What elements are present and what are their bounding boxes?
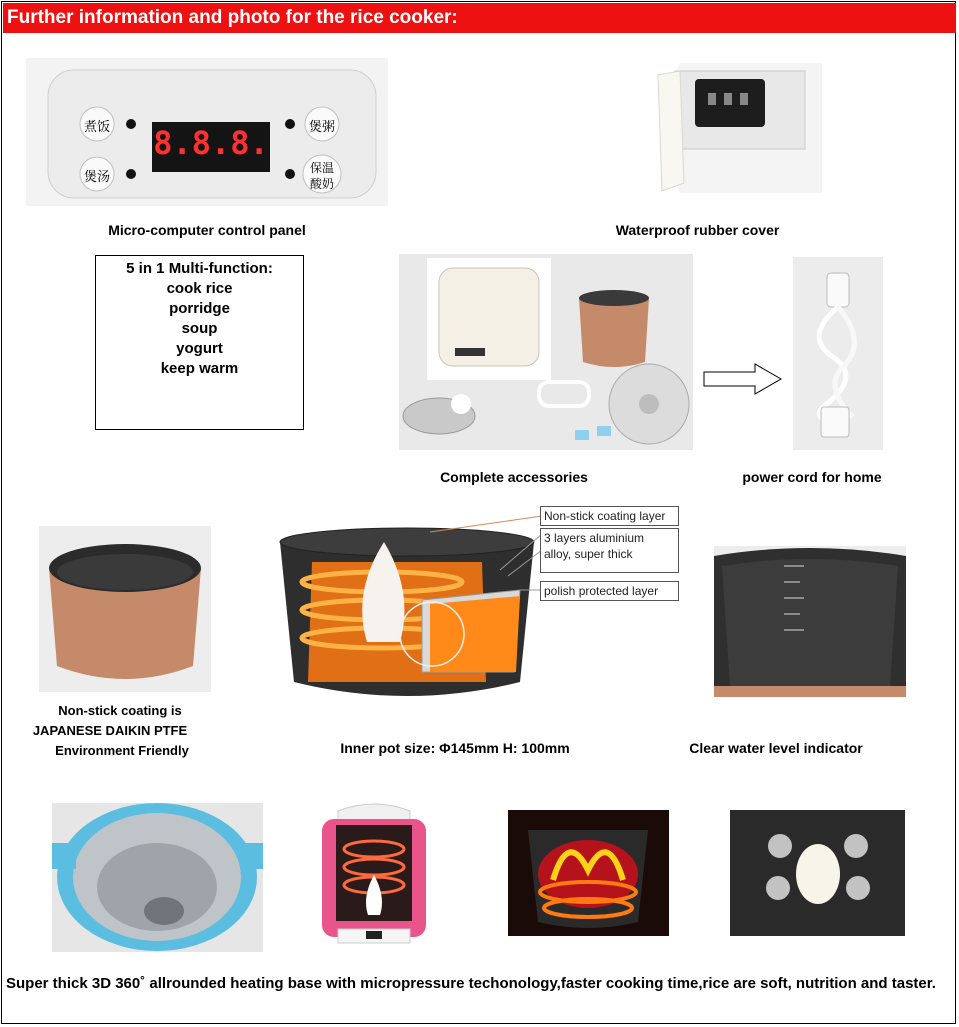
- power-cord-caption: power cord for home: [742, 469, 882, 485]
- warm-button-label-top[interactable]: 保温: [309, 161, 334, 175]
- page-banner: Further information and photo for the rice cooker:: [3, 3, 956, 33]
- function-item: cook rice: [166, 280, 233, 297]
- layer-label-non-stick: Non-stick coating layer: [540, 506, 679, 526]
- cook-rice-button-label[interactable]: 煮饭: [83, 120, 110, 135]
- rubber-cover-graphic: [580, 63, 822, 193]
- soup-button-label[interactable]: 煲汤: [83, 170, 110, 185]
- accessories-caption: Complete accessories: [440, 469, 588, 485]
- pot-size-caption: Inner pot size: Φ145mm H: 100mm: [340, 740, 570, 756]
- non-stick-pot-graphic: [39, 526, 211, 692]
- callout-lines: [430, 510, 545, 602]
- function-item: soup: [181, 320, 218, 337]
- display-digits: 8.8.8.: [153, 124, 269, 162]
- cooker-heating-photo: [318, 797, 430, 952]
- power-cord-graphic: [793, 257, 883, 450]
- water-level-caption: Clear water level indicator: [689, 740, 863, 756]
- rice-grain-graphic: [730, 810, 905, 936]
- accessories-photo: [399, 254, 693, 450]
- multi-function-box: [95, 255, 304, 430]
- function-item: yogurt: [176, 340, 223, 357]
- porridge-button-label[interactable]: 煲粥: [308, 120, 335, 135]
- heating-waves-photo: [508, 810, 669, 936]
- control-panel-photo: [26, 58, 388, 206]
- water-level-photo: [714, 546, 906, 697]
- layer-label-polish: polish protected layer: [540, 581, 679, 601]
- coating-line-2: JAPANESE DAIKIN PTFE: [32, 723, 188, 738]
- rubber-cover-photo: [580, 63, 822, 193]
- arrow-right-icon: [703, 363, 783, 395]
- warm-button-label-bottom[interactable]: 酸奶: [309, 177, 334, 191]
- layer-label-aluminium-line-1: 3 layers aluminium: [544, 531, 645, 545]
- water-level-graphic: [714, 546, 906, 697]
- coating-line-1: Non-stick coating is: [58, 703, 182, 718]
- multi-function-title: 5 in 1 Multi-function:: [126, 260, 273, 277]
- heating-base-photo: [52, 803, 263, 952]
- power-cord-photo: [793, 257, 883, 450]
- heating-waves-graphic: [508, 810, 669, 936]
- function-item: porridge: [169, 300, 230, 317]
- control-panel-caption: Micro-computer control panel: [108, 222, 306, 238]
- rubber-cover-caption: Waterproof rubber cover: [615, 222, 780, 238]
- coating-line-3: Environment Friendly: [55, 743, 189, 758]
- layer-label-aluminium-line-2: alloy, super thick: [544, 547, 633, 561]
- heating-base-graphic: [52, 803, 263, 952]
- function-item: keep warm: [160, 360, 239, 377]
- cooker-heating-graphic: [318, 797, 430, 952]
- non-stick-pot-photo: [39, 526, 211, 692]
- layer-label-aluminium: [540, 528, 679, 573]
- accessories-graphic: [399, 254, 693, 450]
- rice-grain-photo: [730, 810, 905, 936]
- bottom-description: Super thick 3D 360˚ allrounded heating base with micropressure techonology,faster cooking time,rice are soft, nutrition and taster.: [6, 975, 936, 992]
